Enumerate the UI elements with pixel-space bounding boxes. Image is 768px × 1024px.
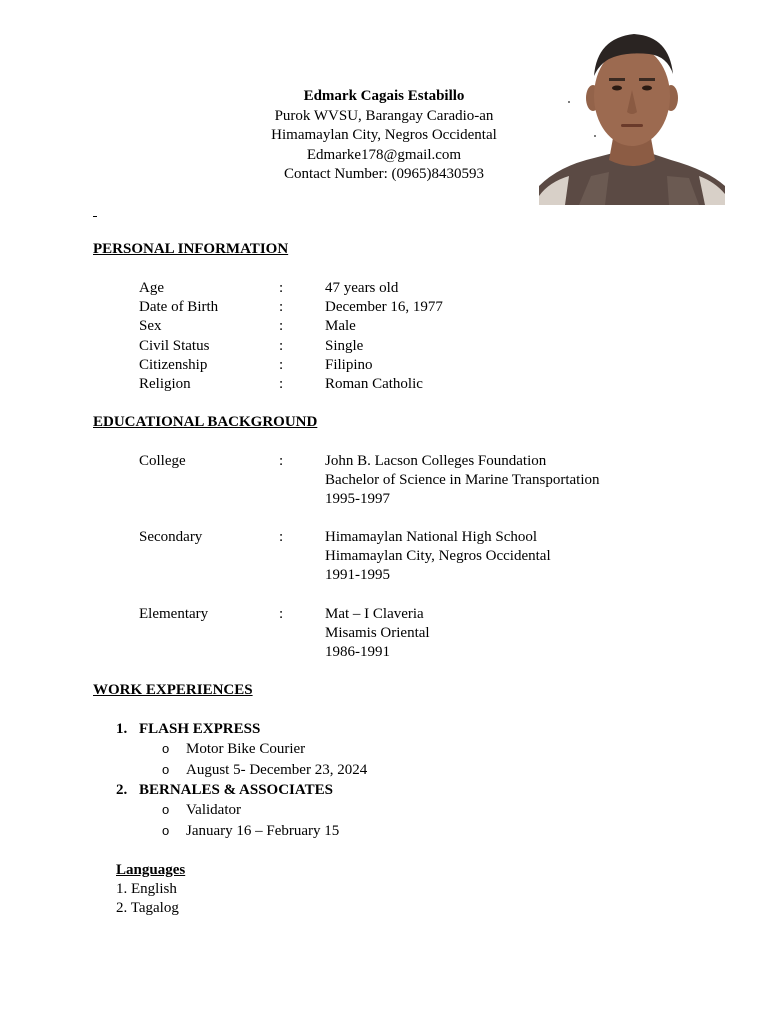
- school-years: 1986-1991: [325, 644, 390, 661]
- school-name: Himamaylan National High School: [325, 529, 538, 545]
- address-line-1: Purok WVSU, Barangay Caradio-an: [274, 107, 494, 124]
- profile-photo-icon: [539, 26, 725, 205]
- divider: [93, 216, 97, 217]
- bullet-icon: o: [162, 762, 170, 777]
- work-item: [116, 720, 260, 739]
- personal-label: Sex: [139, 318, 162, 334]
- personal-label: Religion: [139, 376, 191, 392]
- personal-value: Single: [325, 338, 364, 354]
- personal-value: Male: [325, 318, 356, 334]
- school-detail: Misamis Oriental: [325, 625, 430, 642]
- work-detail-text: Motor Bike Courier: [186, 741, 306, 757]
- bullet-icon: o: [162, 802, 170, 817]
- address-line-2: Himamaylan City, Negros Occidental: [271, 127, 497, 143]
- separator: :: [279, 357, 284, 373]
- school-name: Mat – I Claveria: [325, 606, 424, 622]
- work-title: WORK EXPERIENCES: [93, 682, 253, 698]
- language-item: 2. Tagalog: [116, 900, 179, 916]
- school-years: 1995-1997: [325, 491, 390, 508]
- work-detail: [162, 760, 367, 780]
- work-item: [116, 781, 333, 800]
- separator: :: [279, 606, 284, 622]
- separator: :: [279, 376, 284, 392]
- work-detail: [162, 800, 241, 820]
- email-address: Edmarke178@gmail.com: [306, 146, 462, 163]
- company-name: FLASH EXPRESS: [139, 721, 261, 737]
- education-level: Elementary: [139, 606, 209, 622]
- education-details: [325, 605, 430, 663]
- separator: :: [279, 529, 284, 545]
- work-detail-text: August 5- December 23, 2024: [186, 762, 368, 778]
- school-detail: Himamaylan City, Negros Occidental: [325, 548, 551, 565]
- education-level: College: [139, 453, 186, 469]
- work-number: 1.: [116, 721, 128, 737]
- education-level: Secondary: [139, 529, 203, 545]
- profile-photo: [539, 26, 725, 205]
- bullet-icon: o: [162, 823, 170, 838]
- education-details: [325, 452, 600, 510]
- separator: :: [279, 453, 284, 469]
- education-details: [325, 528, 551, 586]
- work-detail: [162, 739, 305, 759]
- personal-label: Date of Birth: [139, 299, 219, 315]
- bullet-icon: o: [162, 741, 170, 756]
- work-detail-text: Validator: [186, 802, 241, 818]
- personal-value: Roman Catholic: [325, 376, 423, 392]
- work-detail-text: January 16 – February 15: [186, 823, 340, 839]
- school-years: 1991-1995: [325, 567, 390, 584]
- personal-value: December 16, 1977: [325, 299, 443, 315]
- resume-header: [200, 87, 568, 185]
- school-detail: Bachelor of Science in Marine Transportation: [325, 472, 600, 489]
- personal-value: Filipino: [325, 357, 373, 373]
- applicant-name: Edmark Cagais Estabillo: [303, 88, 465, 104]
- contact-number: Contact Number: (0965)8430593: [284, 166, 484, 182]
- personal-label: Civil Status: [139, 338, 210, 354]
- personal-info-title: PERSONAL INFORMATION: [93, 241, 289, 257]
- language-item: 1. English: [116, 881, 177, 897]
- work-number: 2.: [116, 782, 128, 798]
- separator: :: [279, 318, 284, 334]
- work-detail: [162, 821, 339, 841]
- languages-title: Languages: [116, 862, 186, 878]
- personal-value: 47 years old: [325, 280, 399, 296]
- separator: :: [279, 338, 284, 354]
- separator: :: [279, 299, 284, 315]
- company-name: BERNALES & ASSOCIATES: [139, 782, 333, 798]
- personal-label: Citizenship: [139, 357, 208, 373]
- education-title: EDUCATIONAL BACKGROUND: [93, 414, 318, 430]
- separator: :: [279, 280, 284, 296]
- school-name: John B. Lacson Colleges Foundation: [325, 453, 547, 469]
- personal-label: Age: [139, 280, 164, 296]
